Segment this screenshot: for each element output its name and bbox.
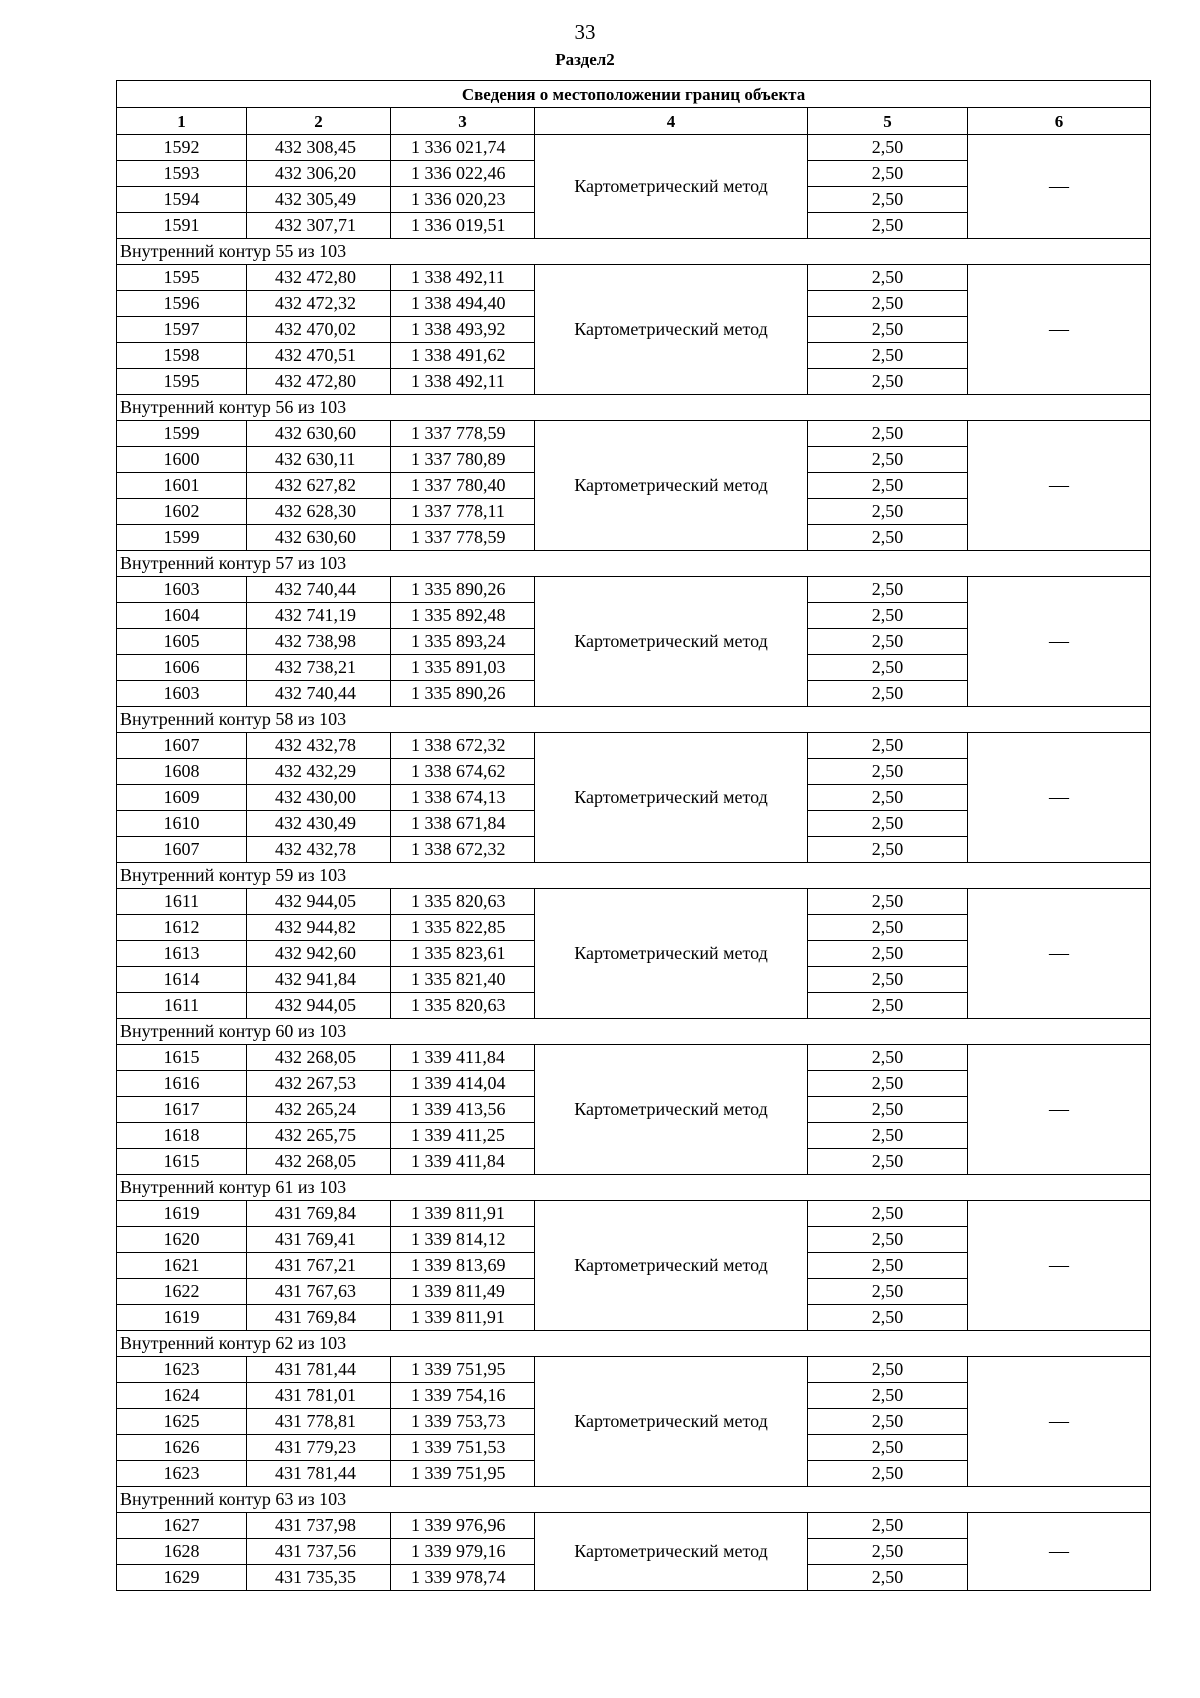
- column-number-row: [117, 108, 1151, 135]
- x-coordinate-cell: 432 307,71: [247, 213, 391, 239]
- y-coordinate-cell: 1 336 022,46: [391, 161, 535, 187]
- x-coordinate-cell: 432 472,80: [247, 369, 391, 395]
- table-row: [117, 1201, 1151, 1227]
- point-number-cell: 1603: [117, 577, 247, 603]
- column-number: 4: [535, 108, 808, 135]
- x-coordinate-cell: 431 769,84: [247, 1305, 391, 1331]
- contour-header-row: [117, 1019, 1151, 1045]
- point-number-cell: 1623: [117, 1461, 247, 1487]
- point-number-cell: 1619: [117, 1305, 247, 1331]
- precision-cell: 2,50: [808, 915, 968, 941]
- precision-cell: 2,50: [808, 889, 968, 915]
- table-row: [117, 577, 1151, 603]
- x-coordinate-cell: 431 781,44: [247, 1461, 391, 1487]
- y-coordinate-cell: 1 338 672,32: [391, 837, 535, 863]
- x-coordinate-cell: 431 769,84: [247, 1201, 391, 1227]
- y-coordinate-cell: 1 339 413,56: [391, 1097, 535, 1123]
- precision-cell: 2,50: [808, 1461, 968, 1487]
- x-coordinate-cell: 432 268,05: [247, 1045, 391, 1071]
- precision-cell: 2,50: [808, 1123, 968, 1149]
- x-coordinate-cell: 432 305,49: [247, 187, 391, 213]
- y-coordinate-cell: 1 335 893,24: [391, 629, 535, 655]
- method-cell: Картометрический метод: [535, 265, 808, 395]
- precision-cell: 2,50: [808, 941, 968, 967]
- precision-cell: 2,50: [808, 1409, 968, 1435]
- x-coordinate-cell: 432 741,19: [247, 603, 391, 629]
- x-coordinate-cell: 432 308,45: [247, 135, 391, 161]
- y-coordinate-cell: 1 339 751,53: [391, 1435, 535, 1461]
- point-number-cell: 1599: [117, 421, 247, 447]
- y-coordinate-cell: 1 335 822,85: [391, 915, 535, 941]
- table-row: [117, 421, 1151, 447]
- contour-label: Внутренний контур 62 из 103: [117, 1331, 1151, 1357]
- point-number-cell: 1609: [117, 785, 247, 811]
- y-coordinate-cell: 1 335 820,63: [391, 889, 535, 915]
- precision-cell: 2,50: [808, 187, 968, 213]
- point-number-cell: 1595: [117, 369, 247, 395]
- point-number-cell: 1595: [117, 265, 247, 291]
- point-number-cell: 1616: [117, 1071, 247, 1097]
- y-coordinate-cell: 1 336 020,23: [391, 187, 535, 213]
- x-coordinate-cell: 432 944,05: [247, 993, 391, 1019]
- x-coordinate-cell: 432 941,84: [247, 967, 391, 993]
- precision-cell: 2,50: [808, 1513, 968, 1539]
- x-coordinate-cell: 432 472,80: [247, 265, 391, 291]
- point-number-cell: 1594: [117, 187, 247, 213]
- point-number-cell: 1613: [117, 941, 247, 967]
- table-body: [117, 135, 1151, 1591]
- point-number-cell: 1602: [117, 499, 247, 525]
- point-number-cell: 1622: [117, 1279, 247, 1305]
- precision-cell: 2,50: [808, 1357, 968, 1383]
- y-coordinate-cell: 1 339 976,96: [391, 1513, 535, 1539]
- y-coordinate-cell: 1 338 491,62: [391, 343, 535, 369]
- precision-cell: 2,50: [808, 993, 968, 1019]
- precision-cell: 2,50: [808, 265, 968, 291]
- point-number-cell: 1611: [117, 889, 247, 915]
- x-coordinate-cell: 432 470,02: [247, 317, 391, 343]
- y-coordinate-cell: 1 338 493,92: [391, 317, 535, 343]
- precision-cell: 2,50: [808, 1227, 968, 1253]
- point-number-cell: 1591: [117, 213, 247, 239]
- y-coordinate-cell: 1 339 814,12: [391, 1227, 535, 1253]
- x-coordinate-cell: 431 769,41: [247, 1227, 391, 1253]
- method-cell: Картометрический метод: [535, 135, 808, 239]
- y-coordinate-cell: 1 338 674,62: [391, 759, 535, 785]
- precision-cell: 2,50: [808, 213, 968, 239]
- point-number-cell: 1598: [117, 343, 247, 369]
- precision-cell: 2,50: [808, 1253, 968, 1279]
- point-number-cell: 1607: [117, 733, 247, 759]
- point-number-cell: 1625: [117, 1409, 247, 1435]
- y-coordinate-cell: 1 339 411,25: [391, 1123, 535, 1149]
- x-coordinate-cell: 432 265,75: [247, 1123, 391, 1149]
- point-number-cell: 1592: [117, 135, 247, 161]
- precision-cell: 2,50: [808, 1539, 968, 1565]
- y-coordinate-cell: 1 335 890,26: [391, 681, 535, 707]
- y-coordinate-cell: 1 339 751,95: [391, 1357, 535, 1383]
- precision-cell: 2,50: [808, 837, 968, 863]
- table-row: [117, 1513, 1151, 1539]
- precision-cell: 2,50: [808, 1383, 968, 1409]
- point-number-cell: 1629: [117, 1565, 247, 1591]
- method-cell: Картометрический метод: [535, 733, 808, 863]
- point-number-cell: 1615: [117, 1045, 247, 1071]
- precision-cell: 2,50: [808, 733, 968, 759]
- column-6-cell: —: [968, 577, 1151, 707]
- y-coordinate-cell: 1 339 979,16: [391, 1539, 535, 1565]
- table-row: [117, 265, 1151, 291]
- x-coordinate-cell: 432 432,78: [247, 733, 391, 759]
- precision-cell: 2,50: [808, 1071, 968, 1097]
- point-number-cell: 1604: [117, 603, 247, 629]
- y-coordinate-cell: 1 338 494,40: [391, 291, 535, 317]
- precision-cell: 2,50: [808, 785, 968, 811]
- y-coordinate-cell: 1 339 811,91: [391, 1305, 535, 1331]
- x-coordinate-cell: 432 432,78: [247, 837, 391, 863]
- column-number: 3: [391, 108, 535, 135]
- precision-cell: 2,50: [808, 1565, 968, 1591]
- y-coordinate-cell: 1 337 780,89: [391, 447, 535, 473]
- x-coordinate-cell: 431 735,35: [247, 1565, 391, 1591]
- precision-cell: 2,50: [808, 1045, 968, 1071]
- contour-label: Внутренний контур 56 из 103: [117, 395, 1151, 421]
- column-number: 1: [117, 108, 247, 135]
- y-coordinate-cell: 1 339 811,49: [391, 1279, 535, 1305]
- y-coordinate-cell: 1 335 821,40: [391, 967, 535, 993]
- contour-header-row: [117, 551, 1151, 577]
- y-coordinate-cell: 1 335 890,26: [391, 577, 535, 603]
- point-number-cell: 1627: [117, 1513, 247, 1539]
- precision-cell: 2,50: [808, 603, 968, 629]
- precision-cell: 2,50: [808, 811, 968, 837]
- x-coordinate-cell: 432 265,24: [247, 1097, 391, 1123]
- column-number: 6: [968, 108, 1151, 135]
- y-coordinate-cell: 1 335 820,63: [391, 993, 535, 1019]
- x-coordinate-cell: 431 778,81: [247, 1409, 391, 1435]
- point-number-cell: 1607: [117, 837, 247, 863]
- point-number-cell: 1623: [117, 1357, 247, 1383]
- y-coordinate-cell: 1 335 823,61: [391, 941, 535, 967]
- x-coordinate-cell: 432 944,82: [247, 915, 391, 941]
- contour-label: Внутренний контур 58 из 103: [117, 707, 1151, 733]
- precision-cell: 2,50: [808, 447, 968, 473]
- precision-cell: 2,50: [808, 343, 968, 369]
- y-coordinate-cell: 1 339 411,84: [391, 1045, 535, 1071]
- contour-header-row: [117, 239, 1151, 265]
- method-cell: Картометрический метод: [535, 577, 808, 707]
- point-number-cell: 1608: [117, 759, 247, 785]
- method-cell: Картометрический метод: [535, 1045, 808, 1175]
- table-row: [117, 1357, 1151, 1383]
- precision-cell: 2,50: [808, 655, 968, 681]
- precision-cell: 2,50: [808, 681, 968, 707]
- x-coordinate-cell: 432 738,98: [247, 629, 391, 655]
- contour-header-row: [117, 707, 1151, 733]
- precision-cell: 2,50: [808, 135, 968, 161]
- x-coordinate-cell: 432 630,60: [247, 421, 391, 447]
- y-coordinate-cell: 1 337 780,40: [391, 473, 535, 499]
- contour-label: Внутренний контур 59 из 103: [117, 863, 1151, 889]
- precision-cell: 2,50: [808, 1097, 968, 1123]
- contour-label: Внутренний контур 60 из 103: [117, 1019, 1151, 1045]
- table-caption-row: [117, 81, 1151, 108]
- y-coordinate-cell: 1 335 892,48: [391, 603, 535, 629]
- precision-cell: 2,50: [808, 161, 968, 187]
- precision-cell: 2,50: [808, 759, 968, 785]
- point-number-cell: 1605: [117, 629, 247, 655]
- method-cell: Картометрический метод: [535, 889, 808, 1019]
- x-coordinate-cell: 432 944,05: [247, 889, 391, 915]
- point-number-cell: 1621: [117, 1253, 247, 1279]
- x-coordinate-cell: 432 472,32: [247, 291, 391, 317]
- column-6-cell: —: [968, 889, 1151, 1019]
- method-cell: Картометрический метод: [535, 421, 808, 551]
- precision-cell: 2,50: [808, 525, 968, 551]
- point-number-cell: 1603: [117, 681, 247, 707]
- table-row: [117, 733, 1151, 759]
- method-cell: Картометрический метод: [535, 1201, 808, 1331]
- column-6-cell: —: [968, 1513, 1151, 1591]
- point-number-cell: 1620: [117, 1227, 247, 1253]
- precision-cell: 2,50: [808, 1435, 968, 1461]
- precision-cell: 2,50: [808, 1149, 968, 1175]
- method-cell: Картометрический метод: [535, 1513, 808, 1591]
- contour-label: Внутренний контур 63 из 103: [117, 1487, 1151, 1513]
- point-number-cell: 1611: [117, 993, 247, 1019]
- x-coordinate-cell: 432 628,30: [247, 499, 391, 525]
- point-number-cell: 1626: [117, 1435, 247, 1461]
- x-coordinate-cell: 432 268,05: [247, 1149, 391, 1175]
- precision-cell: 2,50: [808, 577, 968, 603]
- column-6-cell: —: [968, 1201, 1151, 1331]
- x-coordinate-cell: 432 738,21: [247, 655, 391, 681]
- x-coordinate-cell: 431 767,63: [247, 1279, 391, 1305]
- contour-header-row: [117, 1331, 1151, 1357]
- column-number: 5: [808, 108, 968, 135]
- contour-header-row: [117, 1175, 1151, 1201]
- precision-cell: 2,50: [808, 473, 968, 499]
- x-coordinate-cell: 431 779,23: [247, 1435, 391, 1461]
- y-coordinate-cell: 1 338 492,11: [391, 265, 535, 291]
- y-coordinate-cell: 1 338 492,11: [391, 369, 535, 395]
- point-number-cell: 1618: [117, 1123, 247, 1149]
- x-coordinate-cell: 432 470,51: [247, 343, 391, 369]
- point-number-cell: 1597: [117, 317, 247, 343]
- x-coordinate-cell: 432 432,29: [247, 759, 391, 785]
- y-coordinate-cell: 1 339 753,73: [391, 1409, 535, 1435]
- precision-cell: 2,50: [808, 1201, 968, 1227]
- y-coordinate-cell: 1 335 891,03: [391, 655, 535, 681]
- point-number-cell: 1624: [117, 1383, 247, 1409]
- y-coordinate-cell: 1 339 813,69: [391, 1253, 535, 1279]
- x-coordinate-cell: 432 740,44: [247, 681, 391, 707]
- y-coordinate-cell: 1 338 674,13: [391, 785, 535, 811]
- x-coordinate-cell: 432 267,53: [247, 1071, 391, 1097]
- y-coordinate-cell: 1 336 021,74: [391, 135, 535, 161]
- table-caption: Сведения о местоположении границ объекта: [117, 81, 1151, 108]
- x-coordinate-cell: 431 737,98: [247, 1513, 391, 1539]
- column-6-cell: —: [968, 265, 1151, 395]
- x-coordinate-cell: 431 737,56: [247, 1539, 391, 1565]
- point-number-cell: 1593: [117, 161, 247, 187]
- x-coordinate-cell: 432 630,60: [247, 525, 391, 551]
- y-coordinate-cell: 1 338 672,32: [391, 733, 535, 759]
- precision-cell: 2,50: [808, 967, 968, 993]
- precision-cell: 2,50: [808, 499, 968, 525]
- column-6-cell: —: [968, 1045, 1151, 1175]
- x-coordinate-cell: 432 430,00: [247, 785, 391, 811]
- x-coordinate-cell: 431 781,44: [247, 1357, 391, 1383]
- x-coordinate-cell: 432 430,49: [247, 811, 391, 837]
- point-number-cell: 1612: [117, 915, 247, 941]
- x-coordinate-cell: 431 767,21: [247, 1253, 391, 1279]
- contour-label: Внутренний контур 61 из 103: [117, 1175, 1151, 1201]
- x-coordinate-cell: 432 630,11: [247, 447, 391, 473]
- y-coordinate-cell: 1 339 978,74: [391, 1565, 535, 1591]
- y-coordinate-cell: 1 338 671,84: [391, 811, 535, 837]
- precision-cell: 2,50: [808, 629, 968, 655]
- contour-label: Внутренний контур 57 из 103: [117, 551, 1151, 577]
- point-number-cell: 1596: [117, 291, 247, 317]
- x-coordinate-cell: 432 627,82: [247, 473, 391, 499]
- column-6-cell: —: [968, 733, 1151, 863]
- x-coordinate-cell: 432 740,44: [247, 577, 391, 603]
- precision-cell: 2,50: [808, 291, 968, 317]
- column-6-cell: —: [968, 421, 1151, 551]
- table-row: [117, 1045, 1151, 1071]
- x-coordinate-cell: 432 306,20: [247, 161, 391, 187]
- y-coordinate-cell: 1 337 778,59: [391, 421, 535, 447]
- precision-cell: 2,50: [808, 421, 968, 447]
- y-coordinate-cell: 1 339 411,84: [391, 1149, 535, 1175]
- precision-cell: 2,50: [808, 1279, 968, 1305]
- precision-cell: 2,50: [808, 369, 968, 395]
- point-number-cell: 1610: [117, 811, 247, 837]
- contour-header-row: [117, 1487, 1151, 1513]
- x-coordinate-cell: 432 942,60: [247, 941, 391, 967]
- column-number: 2: [247, 108, 391, 135]
- y-coordinate-cell: 1 337 778,11: [391, 499, 535, 525]
- point-number-cell: 1606: [117, 655, 247, 681]
- y-coordinate-cell: 1 337 778,59: [391, 525, 535, 551]
- point-number-cell: 1600: [117, 447, 247, 473]
- contour-header-row: [117, 863, 1151, 889]
- point-number-cell: 1615: [117, 1149, 247, 1175]
- table-row: [117, 135, 1151, 161]
- contour-label: Внутренний контур 55 из 103: [117, 239, 1151, 265]
- point-number-cell: 1617: [117, 1097, 247, 1123]
- y-coordinate-cell: 1 339 751,95: [391, 1461, 535, 1487]
- x-coordinate-cell: 431 781,01: [247, 1383, 391, 1409]
- point-number-cell: 1599: [117, 525, 247, 551]
- point-number-cell: 1601: [117, 473, 247, 499]
- method-cell: Картометрический метод: [535, 1357, 808, 1487]
- y-coordinate-cell: 1 339 754,16: [391, 1383, 535, 1409]
- point-number-cell: 1614: [117, 967, 247, 993]
- contour-header-row: [117, 395, 1151, 421]
- table-row: [117, 889, 1151, 915]
- y-coordinate-cell: 1 336 019,51: [391, 213, 535, 239]
- section-title: Раздел2: [555, 50, 615, 69]
- boundary-coordinates-table: [116, 80, 1151, 1591]
- point-number-cell: 1628: [117, 1539, 247, 1565]
- y-coordinate-cell: 1 339 811,91: [391, 1201, 535, 1227]
- precision-cell: 2,50: [808, 317, 968, 343]
- column-6-cell: —: [968, 1357, 1151, 1487]
- page-number: 33: [574, 20, 596, 44]
- precision-cell: 2,50: [808, 1305, 968, 1331]
- y-coordinate-cell: 1 339 414,04: [391, 1071, 535, 1097]
- column-6-cell: —: [968, 135, 1151, 239]
- point-number-cell: 1619: [117, 1201, 247, 1227]
